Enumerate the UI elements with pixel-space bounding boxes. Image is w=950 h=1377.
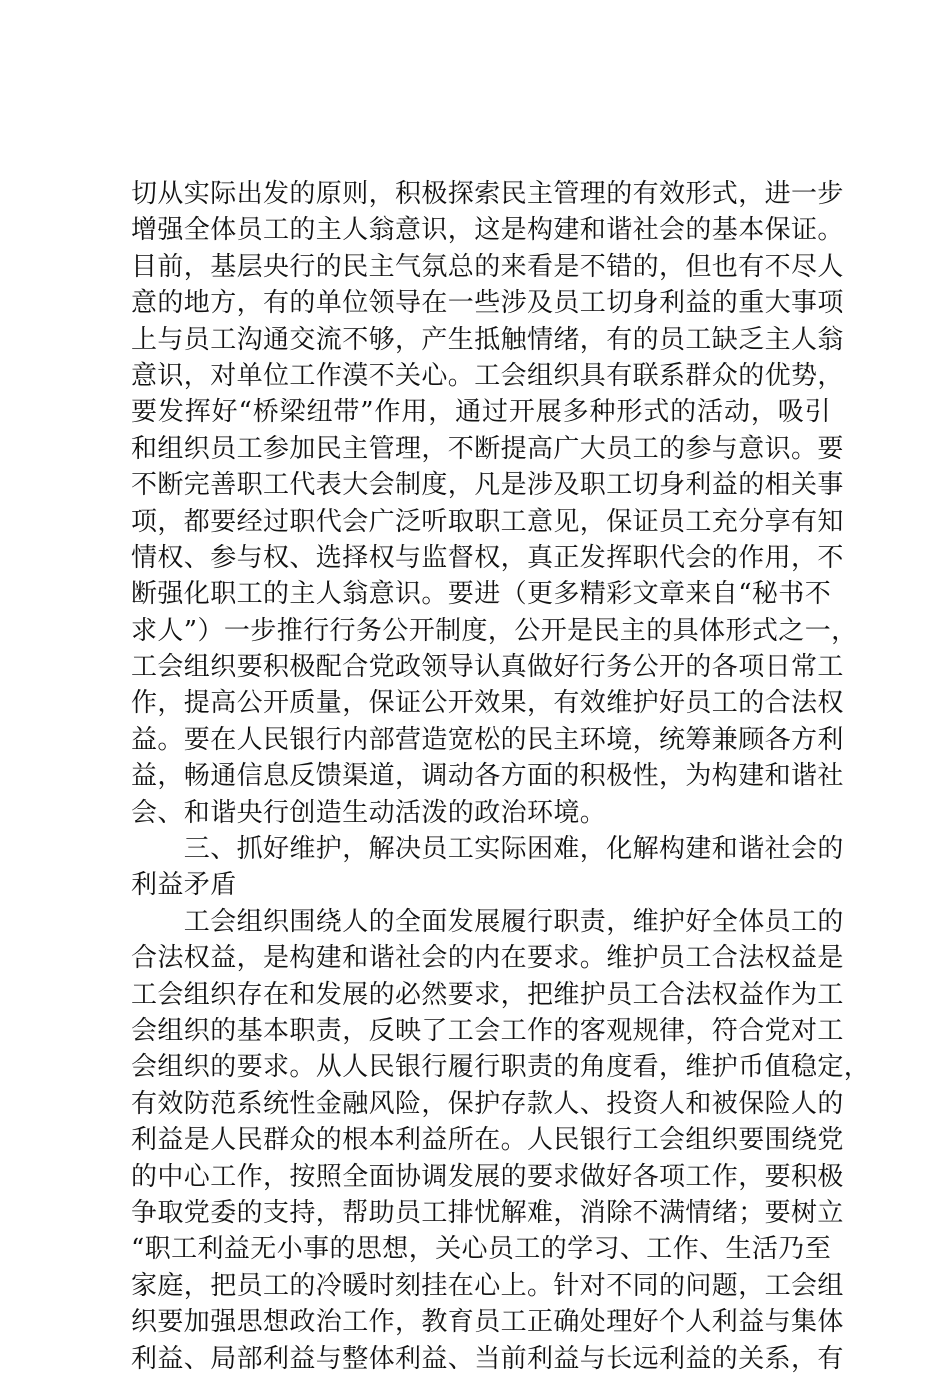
text-line: 不断完善职工代表大会制度，凡是涉及职工切身利益的相关事 [131,470,844,501]
text-line: 要发挥好“桥梁纽带”作用，通过开展多种形式的活动，吸引 [131,397,831,428]
text-line: 增强全体员工的主人翁意识，这是构建和谐社会的基本保证。 [131,215,844,246]
text-line: 作，提高公开质量，保证公开效果，有效维护好员工的合法权 [131,688,844,719]
text-line: 有效防范系统性金融风险，保护存款人、投资人和被保险人的 [131,1088,844,1119]
text-line: 利益是人民群众的根本利益所在。人民银行工会组织要围绕党 [131,1125,844,1156]
text-line: 工会组织围绕人的全面发展履行职责，维护好全体员工的 [131,906,844,937]
text-line: 求人”）一步推行行务公开制度，公开是民主的具体形式之一， [131,615,858,646]
body-text [131,176,871,1377]
text-line: 情权、参与权、选择权与监督权，真正发挥职代会的作用，不 [131,542,844,573]
text-line: 益，畅通信息反馈渠道，调动各方面的积极性，为构建和谐社 [131,761,844,792]
text-line: 会组织的要求。从人民银行履行职责的角度看，维护币值稳定， [131,1052,871,1083]
text-line: 上与员工沟通交流不够，产生抵触情绪，有的员工缺乏主人翁 [131,324,844,355]
text-line: 会、和谐央行创造生动活泼的政治环境。 [131,797,607,828]
text-line: 目前，基层央行的民主气氛总的来看是不错的，但也有不尽人 [131,251,844,282]
text-line: 利益、局部利益与整体利益、当前利益与长远利益的关系，有 [131,1343,844,1374]
text-line: 的中心工作，按照全面协调发展的要求做好各项工作，要积极 [131,1161,844,1192]
text-line: 争取党委的支持，帮助员工排忧解难，消除不满情绪；要树立 [131,1197,844,1228]
text-line: 意识，对单位工作漠不关心。工会组织具有联系群众的优势， [131,360,844,391]
text-line: 工会组织存在和发展的必然要求，把维护员工合法权益作为工 [131,979,844,1010]
text-line: 和组织员工参加民主管理，不断提高广大员工的参与意识。要 [131,433,844,464]
text-line: 织要加强思想政治工作，教育员工正确处理好个人利益与集体 [131,1307,844,1338]
text-line: 断强化职工的主人翁意识。要进（更多精彩文章来自“秘书不 [131,579,832,610]
text-line: 意的地方，有的单位领导在一些涉及员工切身利益的重大事项 [131,288,844,319]
text-line: “职工利益无小事的思想，关心员工的学习、工作、生活乃至 [131,1234,832,1265]
text-line: 家庭，把员工的冷暖时刻挂在心上。针对不同的问题，工会组 [131,1270,844,1301]
text-line: 项，都要经过职代会广泛听取职工意见，保证员工充分享有知 [131,506,844,537]
text-line: 益。要在人民银行内部营造宽松的民主环境，统筹兼顾各方利 [131,724,844,755]
text-line: 切从实际出发的原则，积极探索民主管理的有效形式，进一步 [131,179,844,209]
text-line: 会组织的基本职责，反映了工会工作的客观规律，符合党对工 [131,1015,844,1046]
text-line: 三、抓好维护，解决员工实际困难，化解构建和谐社会的 [131,834,844,865]
text-line: 工会组织要积极配合党政领导认真做好行务公开的各项日常工 [131,652,844,683]
text-line: 利益矛盾 [131,870,237,901]
text-line: 合法权益，是构建和谐社会的内在要求。维护员工合法权益是 [131,943,844,974]
